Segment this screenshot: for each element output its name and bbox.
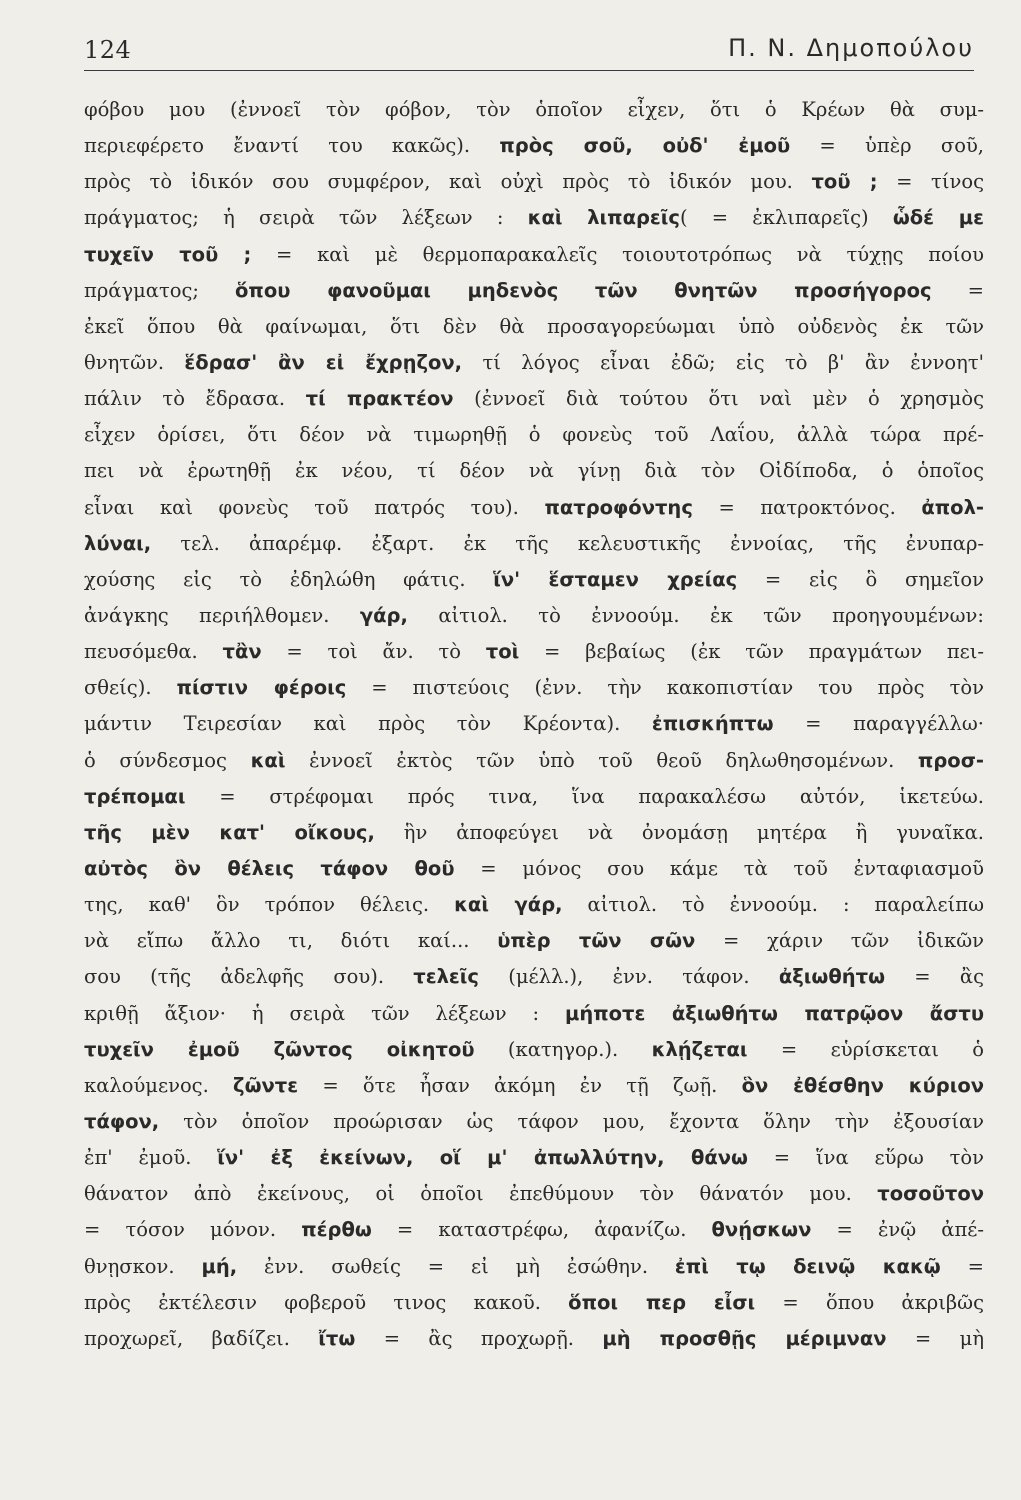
lemma-term: τρέπομαι [84, 784, 186, 808]
commentary-text [84, 92, 984, 1357]
gloss-text: = ἵνα εὕρω τὸν [747, 1146, 984, 1170]
gloss-text: = ἂς [885, 965, 984, 989]
text-line [84, 1068, 984, 1104]
gloss-text: καλούμενος. [84, 1073, 234, 1097]
lemma-term: λύναι, [84, 531, 152, 555]
gloss-text: αἰτιολ. τὸ ἐννοούμ. : παραλείπω [562, 893, 984, 917]
text-line [84, 490, 984, 526]
gloss-text: πρὸς τὸ ἰδικόν σου συμφέρον, καὶ οὐχὶ πρὸς τὸ ἰδικόν μου. [84, 170, 812, 194]
gloss-text: = καταστρέφω, ἀφανίζω. [371, 1218, 712, 1242]
text-line [84, 200, 984, 236]
lemma-term: ἀπολ- [921, 495, 985, 519]
gloss-text: = μὴ [886, 1326, 985, 1350]
gloss-text: = βεβαίως (ἐκ τῶν πραγμάτων πει- [519, 640, 984, 664]
text-line [84, 1212, 984, 1248]
lemma-term: ἕδρασ' ἂν εἰ ἔχρῃζον, [184, 350, 463, 374]
lemma-term: τυχεῖν τοῦ ; [84, 242, 252, 266]
text-line [84, 309, 984, 345]
gloss-text: σθείς). [84, 676, 177, 700]
gloss-text: πρὸς ἐκτέλεσιν φοβεροῦ τινος κακοῦ. [84, 1290, 569, 1314]
text-line [84, 887, 984, 923]
text-line [84, 959, 984, 995]
lemma-term: ὃν ἐθέσθην κύριον [741, 1073, 985, 1097]
gloss-text: προχωρεῖ, βαδίζει. [84, 1326, 319, 1350]
lemma-term: τυχεῖν ἐμοῦ ζῶντος οἰκητοῦ [84, 1037, 475, 1061]
lemma-term: πέρθω [301, 1218, 372, 1242]
gloss-text: νὰ εἴπω ἄλλο τι, διότι καί... [84, 929, 498, 953]
gloss-text: ἐννοεῖ ἐκτὸς τῶν ὑπὸ τοῦ θεοῦ δηλωθησομένων. [285, 748, 918, 772]
text-line [84, 598, 984, 634]
lemma-term: ἴτω [318, 1326, 356, 1350]
text-line [84, 128, 984, 164]
text-line [84, 815, 984, 851]
lemma-term: ὧδέ με [892, 206, 984, 230]
lemma-term: μήποτε ἀξιωθήτω πατρῷον ἄστυ [564, 1001, 984, 1025]
gloss-text: τί λόγος εἶναι ἐδῶ; εἰς τὸ β' ἂν ἐννοητ' [462, 350, 985, 374]
page-number: 124 [84, 36, 132, 64]
gloss-text: (μέλλ.), ἐνν. τάφον. [478, 965, 779, 989]
text-line [84, 670, 984, 706]
lemma-term: μὴ προσθῇς μέριμναν [602, 1326, 887, 1350]
lemma-term: μή, [201, 1254, 238, 1278]
text-line [84, 743, 984, 779]
running-head: Π. Ν. Δημοπούλου [728, 34, 974, 62]
text-line [84, 996, 984, 1032]
lemma-term: θνῄσκων [711, 1218, 812, 1242]
gloss-text: = ὅτε ἦσαν ἀκόμη ἐν τῇ ζωῇ. [298, 1073, 742, 1097]
gloss-text: (ἐννοεῖ διὰ τούτου ὅτι ναὶ μὲν ὁ χρησμὸς [453, 387, 984, 411]
lemma-term: ἐπισκήπτω [651, 712, 774, 736]
gloss-text: της, καθ' ὃν τρόπον θέλεις. [84, 893, 455, 917]
gloss-text: = πατροκτόνος. [692, 495, 922, 519]
lemma-term: αὐτὸς ὃν θέλεις τάφον θοῦ [84, 856, 455, 880]
gloss-text: πράγματος; [84, 278, 236, 302]
gloss-text: τελ. ἀπαρέμφ. ἐξαρτ. ἐκ τῆς κελευστικῆς ἐννοίας, τῆς ἐνυπαρ- [151, 531, 984, 555]
lemma-term: τοσοῦτον [877, 1182, 984, 1206]
gloss-text: ἐκεῖ ὅπου θὰ φαίνωμαι, ὅτι δὲν θὰ προσαγορεύωμαι ὑπὸ οὐδενὸς ἐκ τῶν [84, 314, 984, 338]
gloss-text: = ἂς προχωρῇ. [355, 1326, 603, 1350]
gloss-text: θάνατον ἀπὸ ἐκείνους, οἱ ὁποῖοι ἐπεθύμουν τὸν θάνατόν μου. [84, 1182, 878, 1206]
text-line [84, 1321, 984, 1357]
gloss-text: θνῃσκον. [84, 1254, 202, 1278]
gloss-text: = εἰς ὃ σημεῖον [737, 567, 984, 591]
gloss-text: μάντιν Τειρεσίαν καὶ πρὸς τὸν Κρέοντα). [84, 712, 652, 736]
gloss-text: = τοὶ ἄν. τὸ [261, 640, 486, 664]
text-line [84, 923, 984, 959]
gloss-text: = καὶ μὲ θερμοπαρακαλεῖς τοιουτοτρόπως νὰ τύχῃς ποίου [251, 242, 985, 266]
text-line [84, 273, 984, 309]
gloss-text: πει νὰ ἐρωτηθῇ ἐκ νέου, τί δέον νὰ γίνῃ διὰ τὸν Οἰδίποδα, ὁ ὁποῖος [84, 459, 984, 483]
gloss-text: φόβου μου (ἐννοεῖ τὸν φόβον, τὸν ὁποῖον εἶχεν, ὅτι ὁ Κρέων θὰ συμ- [84, 98, 984, 121]
gloss-text: = ὑπὲρ σοῦ, [790, 134, 984, 158]
text-line [84, 1104, 984, 1140]
gloss-text: = τόσον μόνον. [84, 1218, 302, 1242]
gloss-text: περιεφέρετο ἔναντί του κακῶς). [84, 134, 500, 158]
gloss-text: πάλιν τὸ ἔδρασα. [84, 387, 306, 411]
gloss-text: = [931, 278, 984, 302]
gloss-text: ὁ σύνδεσμος [84, 748, 251, 772]
gloss-text: κριθῇ ἄξιον· ἡ σειρὰ τῶν λέξεων : [84, 1001, 565, 1025]
gloss-text: εἶχεν ὁρίσει, ὅτι δέον νὰ τιμωρηθῇ ὁ φονεὺς τοῦ Λαΐου, ἀλλὰ τώρα πρέ- [84, 423, 984, 447]
lemma-term: τελεῖς [413, 965, 479, 989]
page-header [84, 30, 974, 71]
lemma-term: τἂν [222, 640, 262, 664]
text-line [84, 1140, 984, 1176]
gloss-text: ἣν ἀποφεύγει νὰ ὀνομάσῃ μητέρα ἢ γυναῖκα. [374, 820, 984, 844]
gloss-text: ἐνν. σωθείς = εἰ μὴ ἐσώθην. [237, 1254, 675, 1278]
lemma-term: τοῦ ; [811, 170, 878, 194]
lemma-term: ἐπὶ τῳ δεινῷ κακῷ [674, 1254, 941, 1278]
lemma-term: ὅποι περ εἶσι [568, 1290, 756, 1314]
text-line [84, 453, 984, 489]
lemma-term: ζῶντε [233, 1073, 299, 1097]
lemma-term: καὶ λιπαρεῖς [527, 206, 680, 230]
gloss-text: αἰτιολ. τὸ ἐννοούμ. ἐκ τῶν προηγουμένων: [407, 603, 984, 627]
text-line [84, 1032, 984, 1068]
gloss-text: = παραγγέλλω· [773, 712, 984, 736]
lemma-term: καὶ γάρ, [454, 893, 563, 917]
text-line [84, 779, 984, 815]
lemma-term: ἵν' ἕσταμεν χρείας [493, 567, 738, 591]
text-line [84, 237, 984, 273]
lemma-term: προσ- [917, 748, 984, 772]
lemma-term: πατροφόντης [544, 495, 693, 519]
lemma-term: τῆς μὲν κατ' οἴκους, [84, 820, 375, 844]
gloss-text: = μόνος σου κάμε τὰ τοῦ ἐνταφιασμοῦ [454, 856, 985, 880]
gloss-text: = πιστεύοις (ἐνν. τὴν κακοπιστίαν του πρὸς τὸν [346, 676, 984, 700]
lemma-term: ὑπὲρ τῶν σῶν [497, 929, 696, 953]
lemma-term: γάρ, [359, 603, 408, 627]
text-line [84, 634, 984, 670]
gloss-text: ( = ἐκλιπαρεῖς) [679, 206, 893, 230]
gloss-text: = χάριν τῶν ἰδικῶν [695, 929, 984, 953]
lemma-term: τί πρακτέον [305, 387, 454, 411]
gloss-text: (κατηγορ.). [474, 1037, 652, 1061]
gloss-text: θνητῶν. [84, 350, 185, 374]
lemma-term: τάφον, [84, 1109, 160, 1133]
text-line [84, 417, 984, 453]
gloss-text: εἶναι καὶ φονεὺς τοῦ πατρός του). [84, 495, 545, 519]
text-line [84, 1249, 984, 1285]
lemma-term: κλῄζεται [651, 1037, 748, 1061]
text-line [84, 562, 984, 598]
gloss-text: = τίνος [877, 170, 984, 194]
gloss-text: πράγματος; ἡ σειρὰ τῶν λέξεων : [84, 206, 528, 230]
gloss-text: = στρέφομαι πρός τινα, ἵνα παρακαλέσω αὐτόν, ἱκετεύω. [185, 784, 984, 808]
gloss-text: = ὅπου ἀκριβῶς [755, 1290, 984, 1314]
lemma-term: ἵν' ἐξ ἐκείνων, οἵ μ' ἀπωλλύτην, θάνω [217, 1146, 748, 1170]
text-line [84, 1176, 984, 1212]
gloss-text: = [940, 1254, 984, 1278]
lemma-term: πρὸς σοῦ, οὐδ' ἐμοῦ [499, 134, 791, 158]
text-line [84, 381, 984, 417]
text-line [84, 851, 984, 887]
text-line [84, 1285, 984, 1321]
gloss-text: τὸν ὁποῖον προώρισαν ὡς τάφον μου, ἔχοντα ὅλην τὴν ἐξουσίαν [159, 1109, 984, 1133]
text-line [84, 92, 984, 128]
text-line [84, 164, 984, 200]
gloss-text: σου (τῆς ἀδελφῆς σου). [84, 965, 414, 989]
gloss-text: ἐπ' ἐμοῦ. [84, 1146, 218, 1170]
text-line [84, 526, 984, 562]
lemma-term: πίστιν φέροις [176, 676, 347, 700]
lemma-term: καὶ [250, 748, 286, 772]
gloss-text: χούσης εἰς τὸ ἐδηλώθη φάτις. [84, 567, 494, 591]
lemma-term: ἀξιωθήτω [778, 965, 886, 989]
text-line [84, 345, 984, 381]
gloss-text: = ἐνῷ ἀπέ- [811, 1218, 984, 1242]
lemma-term: ὅπου φανοῦμαι μηδενὸς τῶν θνητῶν προσήγορος [235, 278, 932, 302]
gloss-text: πευσόμεθα. [84, 640, 223, 664]
gloss-text: = εὑρίσκεται ὁ [747, 1037, 984, 1061]
lemma-term: τοὶ [485, 640, 520, 664]
text-line [84, 706, 984, 742]
gloss-text: ἀνάγκης περιήλθομεν. [84, 603, 360, 627]
